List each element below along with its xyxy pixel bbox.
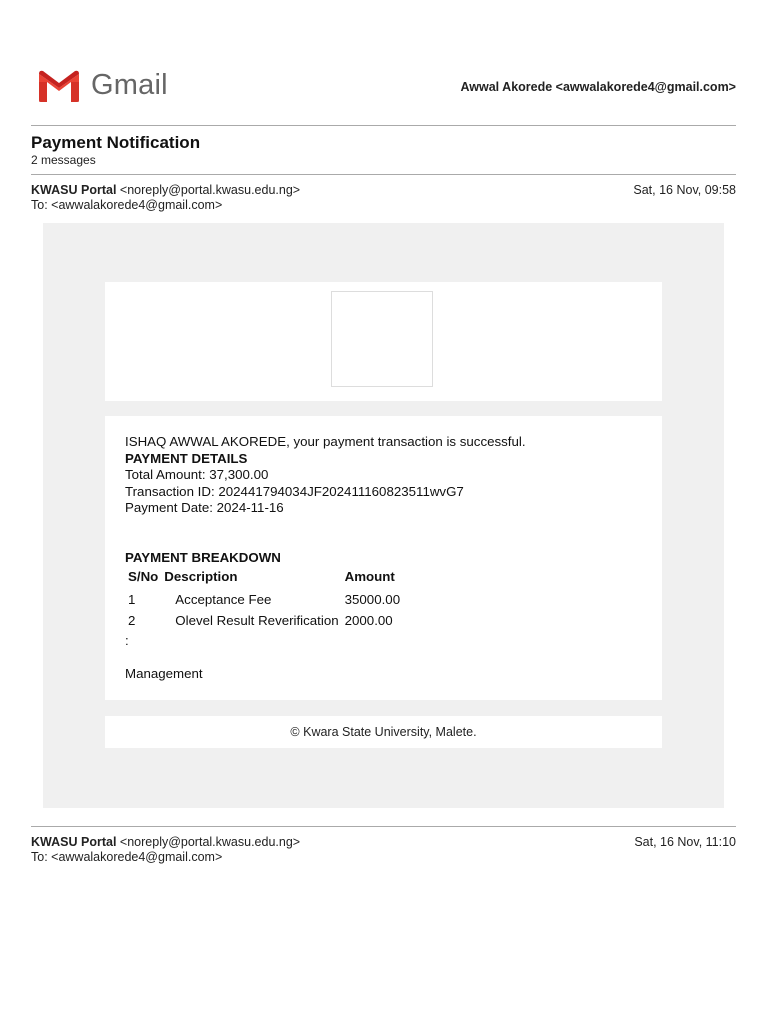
table-row [125, 611, 403, 633]
email-footer: © Kwara State University, Malete. [105, 716, 662, 748]
university-logo-image [331, 291, 433, 387]
message-from [31, 183, 736, 197]
message-date: Sat, 16 Nov, 11:10 [634, 835, 736, 849]
total-amount: Total Amount: 37,300.00 [125, 467, 269, 482]
row-sno: 2 [128, 613, 136, 628]
gmail-m-icon [37, 68, 81, 102]
account-label: Awwal Akorede <awwalakorede4@gmail.com> [460, 80, 736, 94]
message-divider [31, 826, 736, 827]
colon-text: : [125, 632, 129, 648]
gmail-wordmark: Gmail [91, 68, 168, 101]
email-body-card [105, 416, 662, 700]
greeting-text: ISHAQ AWWAL AKOREDE, your payment transaction is successful. [125, 434, 526, 449]
subject-divider [31, 174, 736, 175]
transaction-id: Transaction ID: 202441794034JF202411160823511wvG7 [125, 483, 464, 499]
column-header-sno: S/No [128, 569, 159, 584]
message-header [31, 183, 736, 212]
header-divider [31, 125, 736, 126]
email-content [43, 223, 724, 808]
sender-email: <noreply@portal.kwasu.edu.ng> [119, 183, 301, 197]
message-from [31, 835, 736, 849]
sender-name: KWASU Portal [31, 183, 117, 197]
message-count: 2 messages [31, 153, 96, 167]
sender-name: KWASU Portal [31, 835, 117, 849]
payment-date: Payment Date: 2024-11-16 [125, 500, 284, 515]
column-header-description: Description [164, 569, 238, 584]
thread-subject: Payment Notification [31, 133, 201, 152]
payment-breakdown-heading: PAYMENT BREAKDOWN [125, 549, 281, 565]
row-amount: 2000.00 [344, 613, 393, 628]
message-to: To: <awwalakorede4@gmail.com> [31, 198, 223, 212]
message-to: To: <awwalakorede4@gmail.com> [31, 850, 223, 864]
message-date: Sat, 16 Nov, 09:58 [633, 183, 736, 197]
gmail-logo [37, 68, 168, 102]
row-description: Acceptance Fee [175, 591, 272, 607]
email-logo-card [105, 282, 662, 401]
sender-email: <noreply@portal.kwasu.edu.ng> [119, 835, 301, 849]
signoff-text: Management [125, 666, 203, 681]
breakdown-table [125, 568, 403, 633]
row-amount: 35000.00 [344, 591, 401, 607]
table-row [125, 590, 403, 612]
payment-details-heading: PAYMENT DETAILS [125, 450, 248, 466]
table-header-row [125, 568, 403, 590]
message-header [31, 835, 736, 864]
row-description: Olevel Result Reverification [175, 613, 339, 628]
row-sno: 1 [128, 591, 136, 607]
column-header-amount: Amount [344, 569, 395, 584]
